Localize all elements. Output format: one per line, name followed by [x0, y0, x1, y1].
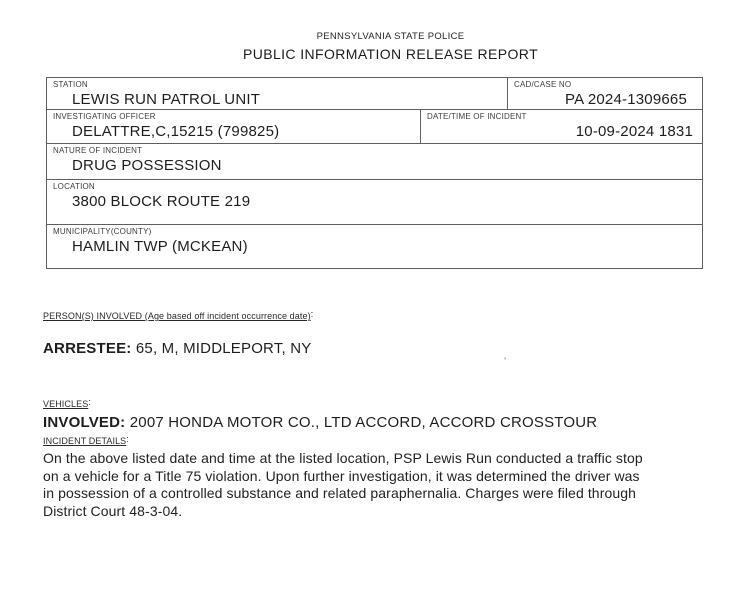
investigating-officer-cell	[47, 110, 420, 143]
location-cell	[47, 180, 702, 224]
form-row-location	[47, 180, 702, 225]
incident-details-paragraph	[43, 450, 711, 520]
incident-details-label-text: INCIDENT DETAILS	[43, 436, 127, 446]
persons-involved-label-colon: :	[310, 309, 314, 319]
vehicle-involved-entry	[43, 414, 597, 431]
incident-details-section-label	[43, 436, 129, 446]
agency-name: PENNSYLVANIA STATE POLICE	[316, 31, 465, 42]
form-row-station	[47, 78, 702, 110]
persons-involved-section-label	[43, 311, 313, 321]
investigating-officer-value: DELATTRE,C,15215 (799825)	[72, 123, 280, 140]
cad-case-value: PA 2024-1309665	[565, 91, 687, 108]
station-cell	[47, 78, 507, 109]
incident-details-line: On the above listed date and time at the listed location, PSP Lewis Run conducted a traffic stop	[43, 450, 643, 466]
arrestee-entry	[43, 340, 312, 357]
cad-case-cell	[507, 78, 702, 109]
incident-datetime-value: 10-09-2024 1831	[575, 123, 693, 140]
report-title: PUBLIC INFORMATION RELEASE REPORT	[242, 46, 539, 62]
scan-artifact-mark: ’	[504, 356, 505, 366]
vehicles-section-label	[43, 399, 91, 409]
vehicles-label-text: VEHICLES	[43, 399, 89, 409]
form-row-officer	[47, 110, 702, 144]
location-label: LOCATION	[53, 182, 95, 191]
municipality-label: MUNICIPALITY(COUNTY)	[53, 227, 152, 236]
nature-of-incident-value: DRUG POSSESSION	[72, 157, 222, 174]
form-row-nature	[47, 144, 702, 180]
incident-datetime-label: DATE/TIME OF INCIDENT	[427, 112, 527, 121]
report-form-table	[46, 77, 703, 269]
nature-of-incident-label: NATURE OF INCIDENT	[53, 146, 143, 155]
report-header	[33, 31, 748, 62]
incident-details-line: on a vehicle for a Title 75 violation. Upon further investigation, it was determined the driver was	[43, 467, 640, 484]
station-value: LEWIS RUN PATROL UNIT	[72, 91, 261, 108]
station-label: STATION	[53, 80, 88, 89]
arrestee-role: ARRESTEE:	[43, 340, 132, 357]
municipality-value: HAMLIN TWP (MCKEAN)	[72, 238, 248, 255]
cad-case-label: CAD/CASE NO	[514, 80, 572, 89]
vehicle-involved-detail: 2007 HONDA MOTOR CO., LTD ACCORD, ACCORD CROSSTOUR	[129, 414, 598, 431]
arrestee-detail: 65, M, MIDDLEPORT, NY	[135, 340, 312, 357]
form-row-municipality	[47, 225, 702, 268]
incident-details-line: in possession of a controlled substance and related paraphernalia. Charges were filed through	[43, 485, 636, 502]
incident-details-line: District Court 48-3-04.	[43, 502, 183, 519]
location-value: 3800 BLOCK ROUTE 219	[72, 193, 251, 210]
nature-of-incident-cell	[47, 144, 702, 179]
vehicles-label-colon: :	[88, 397, 91, 407]
investigating-officer-label: INVESTIGATING OFFICER	[53, 112, 156, 121]
municipality-cell	[47, 225, 702, 268]
persons-involved-label-text: PERSON(S) INVOLVED (Age based off incident occurrence date)	[43, 311, 311, 321]
incident-details-label-colon: :	[126, 434, 129, 444]
incident-datetime-cell	[420, 110, 702, 143]
vehicle-involved-role: INVOLVED:	[43, 414, 126, 431]
